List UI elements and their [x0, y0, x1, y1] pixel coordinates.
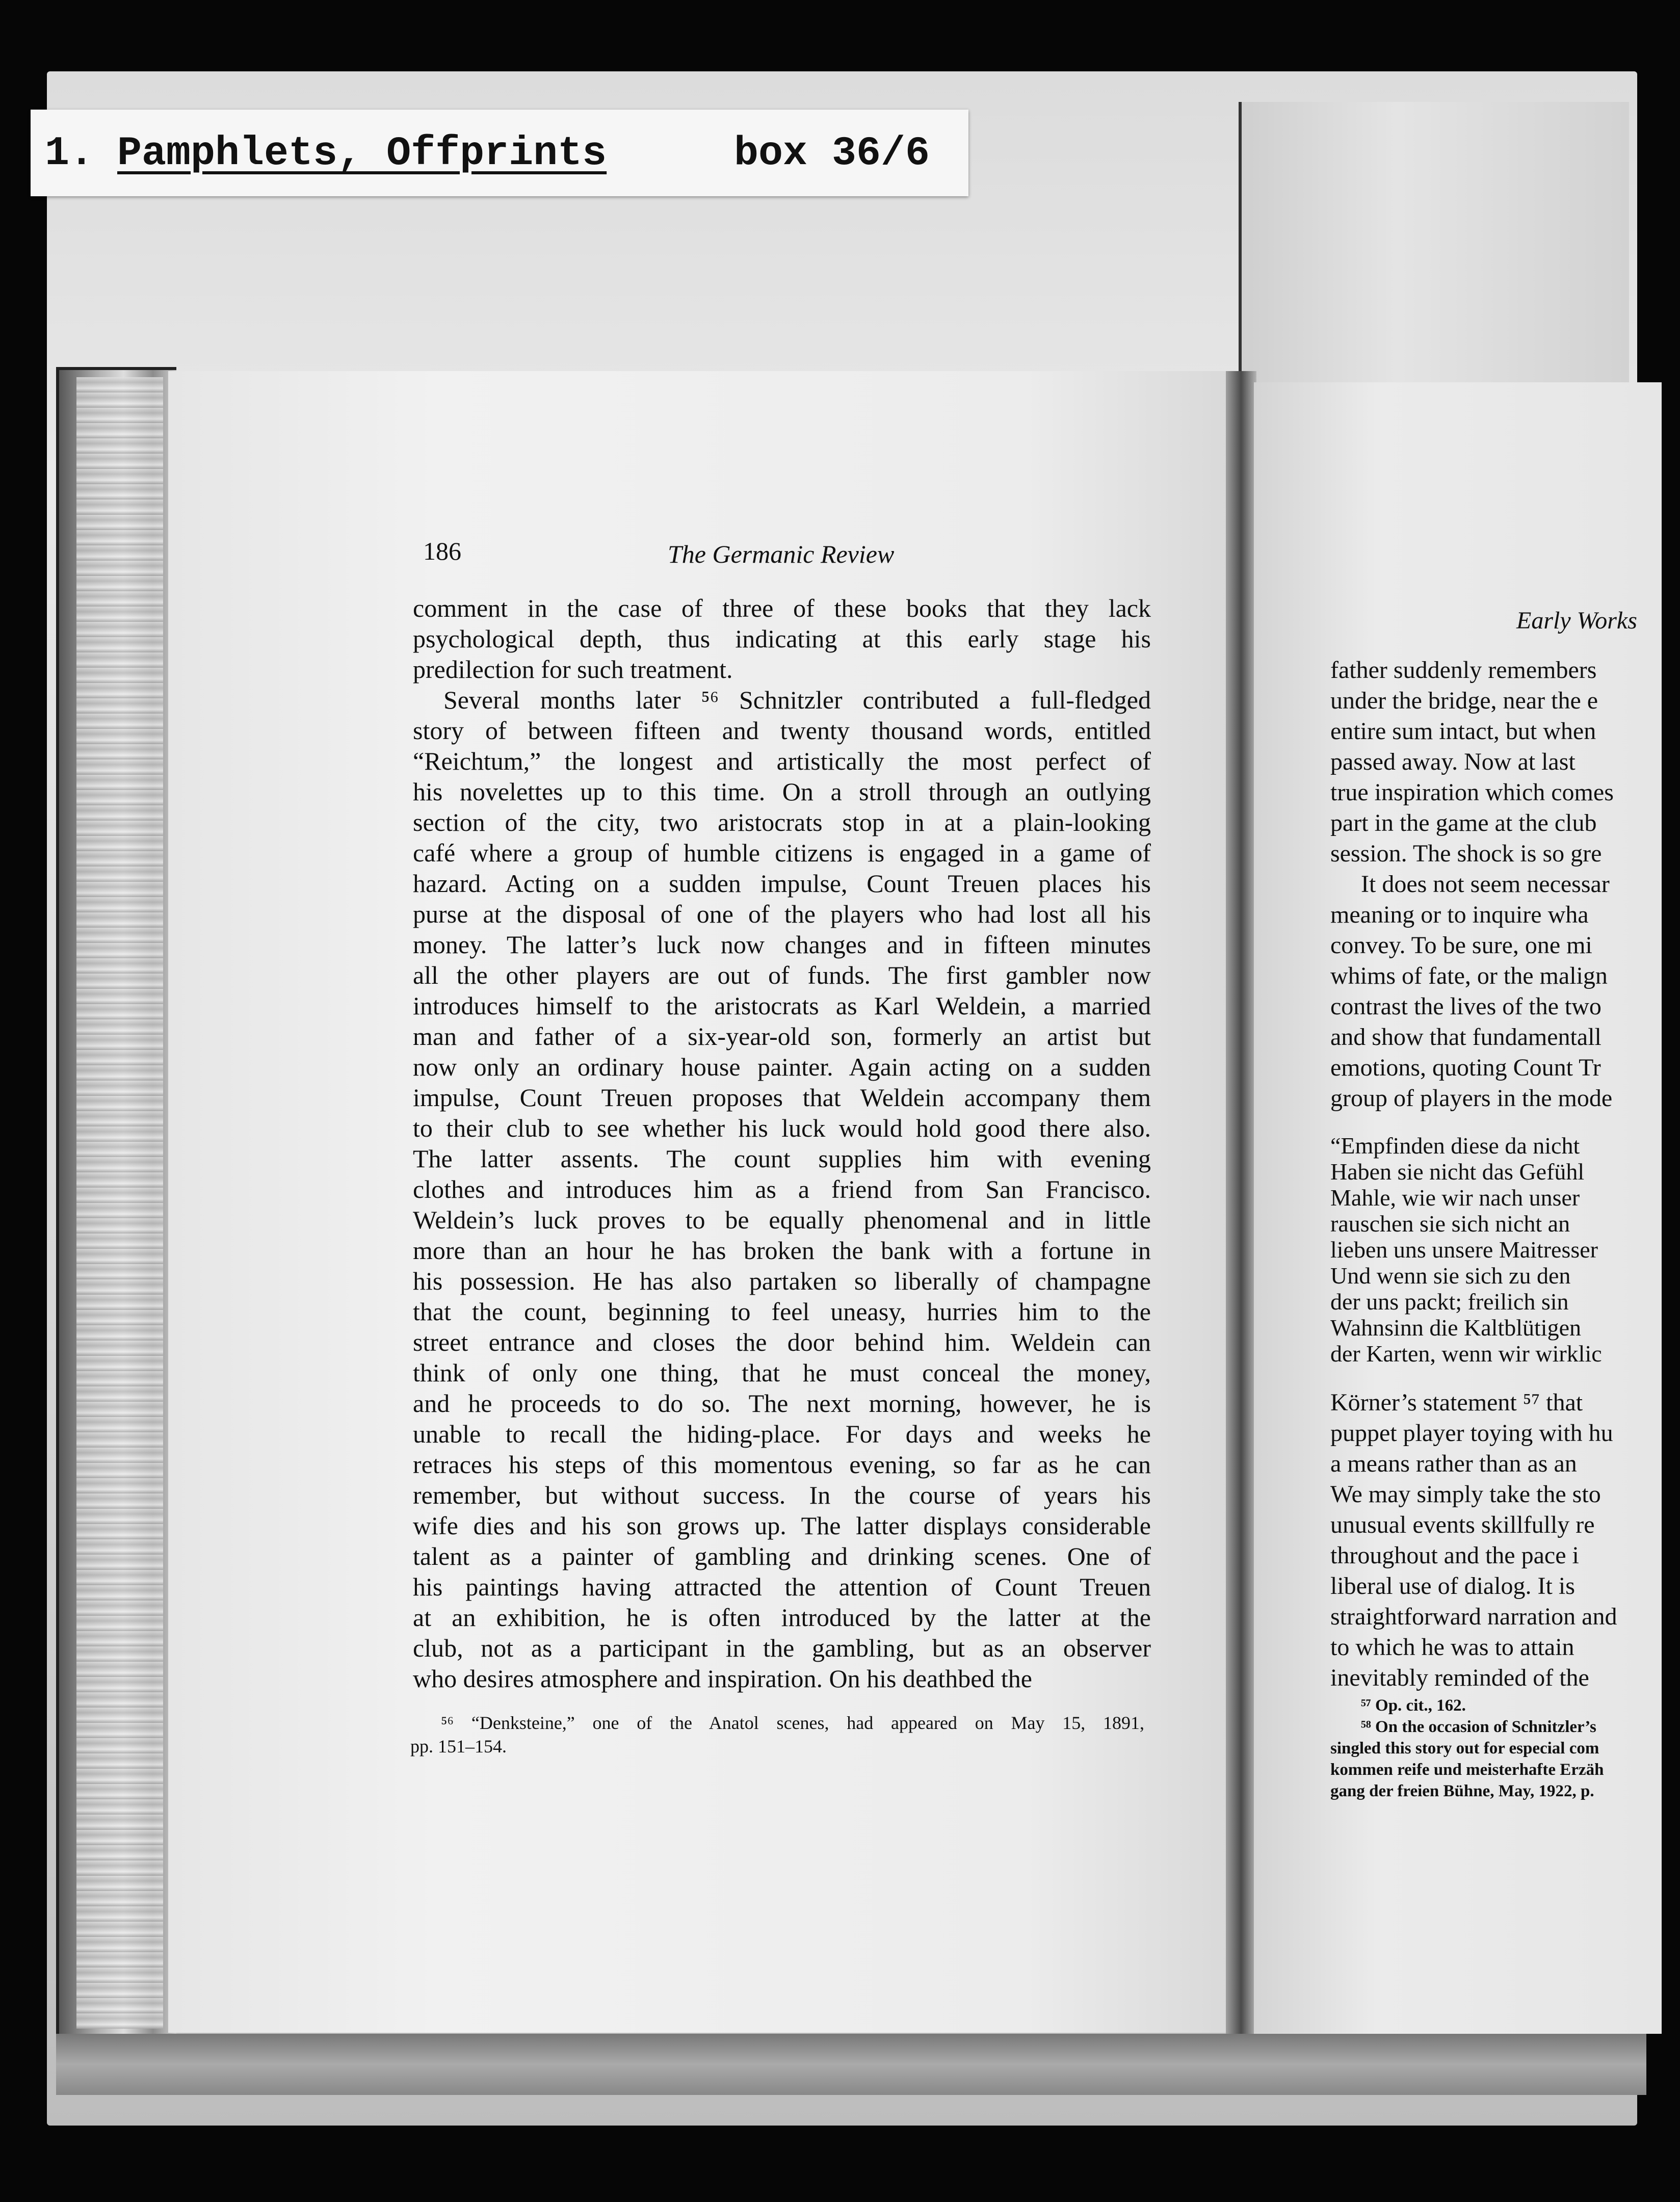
text-line: talent as a painter of gambling and drinking scenes. One of — [413, 1542, 1151, 1570]
text-line: puppet player toying with hu — [1330, 1420, 1613, 1447]
right-page — [1254, 382, 1662, 2034]
text-line: section of the city, two aristocrats stop in at a plain-looking — [413, 808, 1151, 836]
text-line: predilection for such treatment. — [413, 655, 733, 684]
text-line: who desires atmosphere and inspiration. On his deathbed the — [413, 1664, 1032, 1693]
text-line: café where a group of humble citizens is engaged in a game of — [413, 838, 1151, 867]
text-line: man and father of a six-year-old son, formerly an artist but — [413, 1022, 1151, 1051]
text-line: Körner’s statement ⁵⁷ that — [1330, 1389, 1583, 1416]
quote-line: Mahle, wie wir nach unser — [1330, 1185, 1580, 1211]
text-line: under the bridge, near the e — [1330, 687, 1598, 714]
text-line: meaning or to inquire wha — [1330, 901, 1589, 928]
label-box-number: box 36/6 — [734, 130, 930, 177]
text-line: emotions, quoting Count Tr — [1330, 1054, 1601, 1081]
text-line: hazard. Acting on a sudden impulse, Count Treuen places his — [413, 869, 1151, 898]
text-line: remember, but without success. In the course of years his — [413, 1481, 1151, 1509]
text-line: unable to recall the hiding-place. For days and weeks he — [413, 1420, 1151, 1448]
quote-line: “Empfinden diese da nicht — [1330, 1133, 1580, 1159]
text-line: and he proceeds to do so. The next morning, however, he is — [413, 1389, 1151, 1418]
text-line: wife dies and his son grows up. The latter displays considerable — [413, 1511, 1151, 1540]
text-line: club, not as a participant in the gambling, but as an observer — [413, 1634, 1151, 1662]
quote-line: der Karten, wenn wir wirklic — [1330, 1341, 1602, 1367]
text-line: clothes and introduces him as a friend from San Francisco. — [413, 1175, 1151, 1203]
text-line: straightforward narration and — [1330, 1603, 1617, 1630]
text-line: It does not seem necessar — [1361, 871, 1610, 898]
text-line: whims of fate, or the malign — [1330, 962, 1608, 989]
text-line: liberal use of dialog. It is — [1330, 1572, 1575, 1600]
text-line: and show that fundamentall — [1330, 1024, 1602, 1051]
text-line: part in the game at the club — [1330, 809, 1597, 836]
left-footnote — [410, 1711, 1144, 1758]
text-line: Weldein’s luck proves to be equally phenomenal and in little — [413, 1205, 1151, 1234]
page-edges — [76, 377, 163, 2029]
text-line: now only an ordinary house painter. Again acting on a sudden — [413, 1053, 1151, 1081]
text-line: comment in the case of three of these books that they lack — [413, 594, 1151, 622]
text-line: his novelettes up to this time. On a stroll through an outlying — [413, 777, 1151, 806]
text-line: passed away. Now at last — [1330, 748, 1576, 775]
text-line: purse at the disposal of one of the players who had lost all his — [413, 900, 1151, 928]
text-line: to which he was to attain — [1330, 1634, 1574, 1661]
text-line: true inspiration which comes — [1330, 779, 1614, 806]
quote-line: rauschen sie sich nicht an — [1330, 1211, 1570, 1237]
footnote-line: ⁵⁶ “Denksteine,” one of the Anatol scenes, had appeared on May 15, 1891, — [441, 1713, 1144, 1733]
text-line: throughout and the pace i — [1330, 1542, 1579, 1569]
label-category: Pamphlets, Offprints — [117, 130, 607, 177]
text-line: contrast the lives of the two — [1330, 993, 1602, 1020]
text-line: introduces himself to the aristocrats as Karl Weldein, a married — [413, 991, 1151, 1020]
quote-line: lieben uns unsere Maitresser — [1330, 1237, 1598, 1263]
footnote-line: ⁵⁸ On the occasion of Schnitzler’s — [1361, 1718, 1596, 1736]
quote-line: Und wenn sie sich zu den — [1330, 1263, 1571, 1289]
right-body-text — [1330, 655, 1662, 1114]
right-body-text-continued — [1330, 1387, 1662, 1693]
text-line: father suddenly remembers — [1330, 657, 1597, 684]
text-line: entire sum intact, but when — [1330, 718, 1596, 745]
text-line: convey. To be sure, one mi — [1330, 932, 1592, 959]
footnote-line: gang der freien Bühne, May, 1922, p. — [1330, 1782, 1594, 1800]
archive-label — [31, 110, 968, 196]
text-line: more than an hour he has broken the bank with a fortune in — [413, 1236, 1151, 1265]
quote-line: Wahnsinn die Kaltblütigen — [1330, 1315, 1581, 1341]
text-line: that the count, beginning to feel uneasy, hurries him to the — [413, 1297, 1151, 1326]
text-line: all the other players are out of funds. The first gambler now — [413, 961, 1151, 989]
text-line: session. The shock is so gre — [1330, 840, 1602, 867]
quote-line: der uns packt; freilich sin — [1330, 1289, 1569, 1315]
right-block-quote — [1330, 1133, 1662, 1367]
text-line: psychological depth, thus indicating at this early stage his — [413, 624, 1151, 653]
footnote-line: pp. 151–154. — [410, 1736, 507, 1757]
text-line: We may simply take the sto — [1330, 1481, 1601, 1508]
text-line: money. The latter’s luck now changes and in fifteen minutes — [413, 930, 1151, 959]
text-line: story of between fifteen and twenty thousand words, entitled — [413, 716, 1151, 745]
right-running-head: Early Works — [1516, 607, 1637, 634]
text-line: “Reichtum,” the longest and artistically the most perfect of — [413, 747, 1151, 775]
page-number: 186 — [423, 537, 461, 565]
label-number: 1. — [45, 130, 94, 177]
text-line: his possession. He has also partaken so liberally of champagne — [413, 1267, 1151, 1295]
folder-bottom-edge — [56, 2034, 1646, 2095]
text-line: street entrance and closes the door behind him. Weldein can — [413, 1328, 1151, 1356]
text-line: a means rather than as an — [1330, 1450, 1577, 1477]
text-line: to their club to see whether his luck would hold good there also. — [413, 1114, 1151, 1142]
footnote-line: kommen reife und meisterhafte Erzäh — [1330, 1761, 1604, 1779]
text-line: think of only one thing, that he must conceal the money, — [413, 1358, 1151, 1387]
text-line: at an exhibition, he is often introduced by the latter at the — [413, 1603, 1151, 1632]
book-gutter — [1226, 371, 1256, 2038]
quote-line: Haben sie nicht das Gefühl — [1330, 1159, 1585, 1185]
text-line: impulse, Count Treuen proposes that Weldein accompany them — [413, 1083, 1151, 1112]
text-line: Several months later ⁵⁶ Schnitzler contributed a full-fledged — [443, 686, 1151, 714]
right-footnotes — [1330, 1695, 1662, 1802]
text-line: inevitably reminded of the — [1330, 1664, 1589, 1691]
running-head: The Germanic Review — [668, 540, 895, 568]
left-body-text — [413, 593, 1151, 1694]
text-line: unusual events skillfully re — [1330, 1511, 1595, 1538]
text-line: retraces his steps of this momentous evening, so far as he can — [413, 1450, 1151, 1479]
text-line: group of players in the mode — [1330, 1085, 1613, 1112]
text-line: his paintings having attracted the attention of Count Treuen — [413, 1572, 1151, 1601]
text-line: The latter assents. The count supplies him with evening — [413, 1144, 1151, 1173]
footnote-line: ⁵⁷ Op. cit., 162. — [1361, 1696, 1466, 1715]
footnote-line: singled this story out for especial com — [1330, 1739, 1599, 1758]
